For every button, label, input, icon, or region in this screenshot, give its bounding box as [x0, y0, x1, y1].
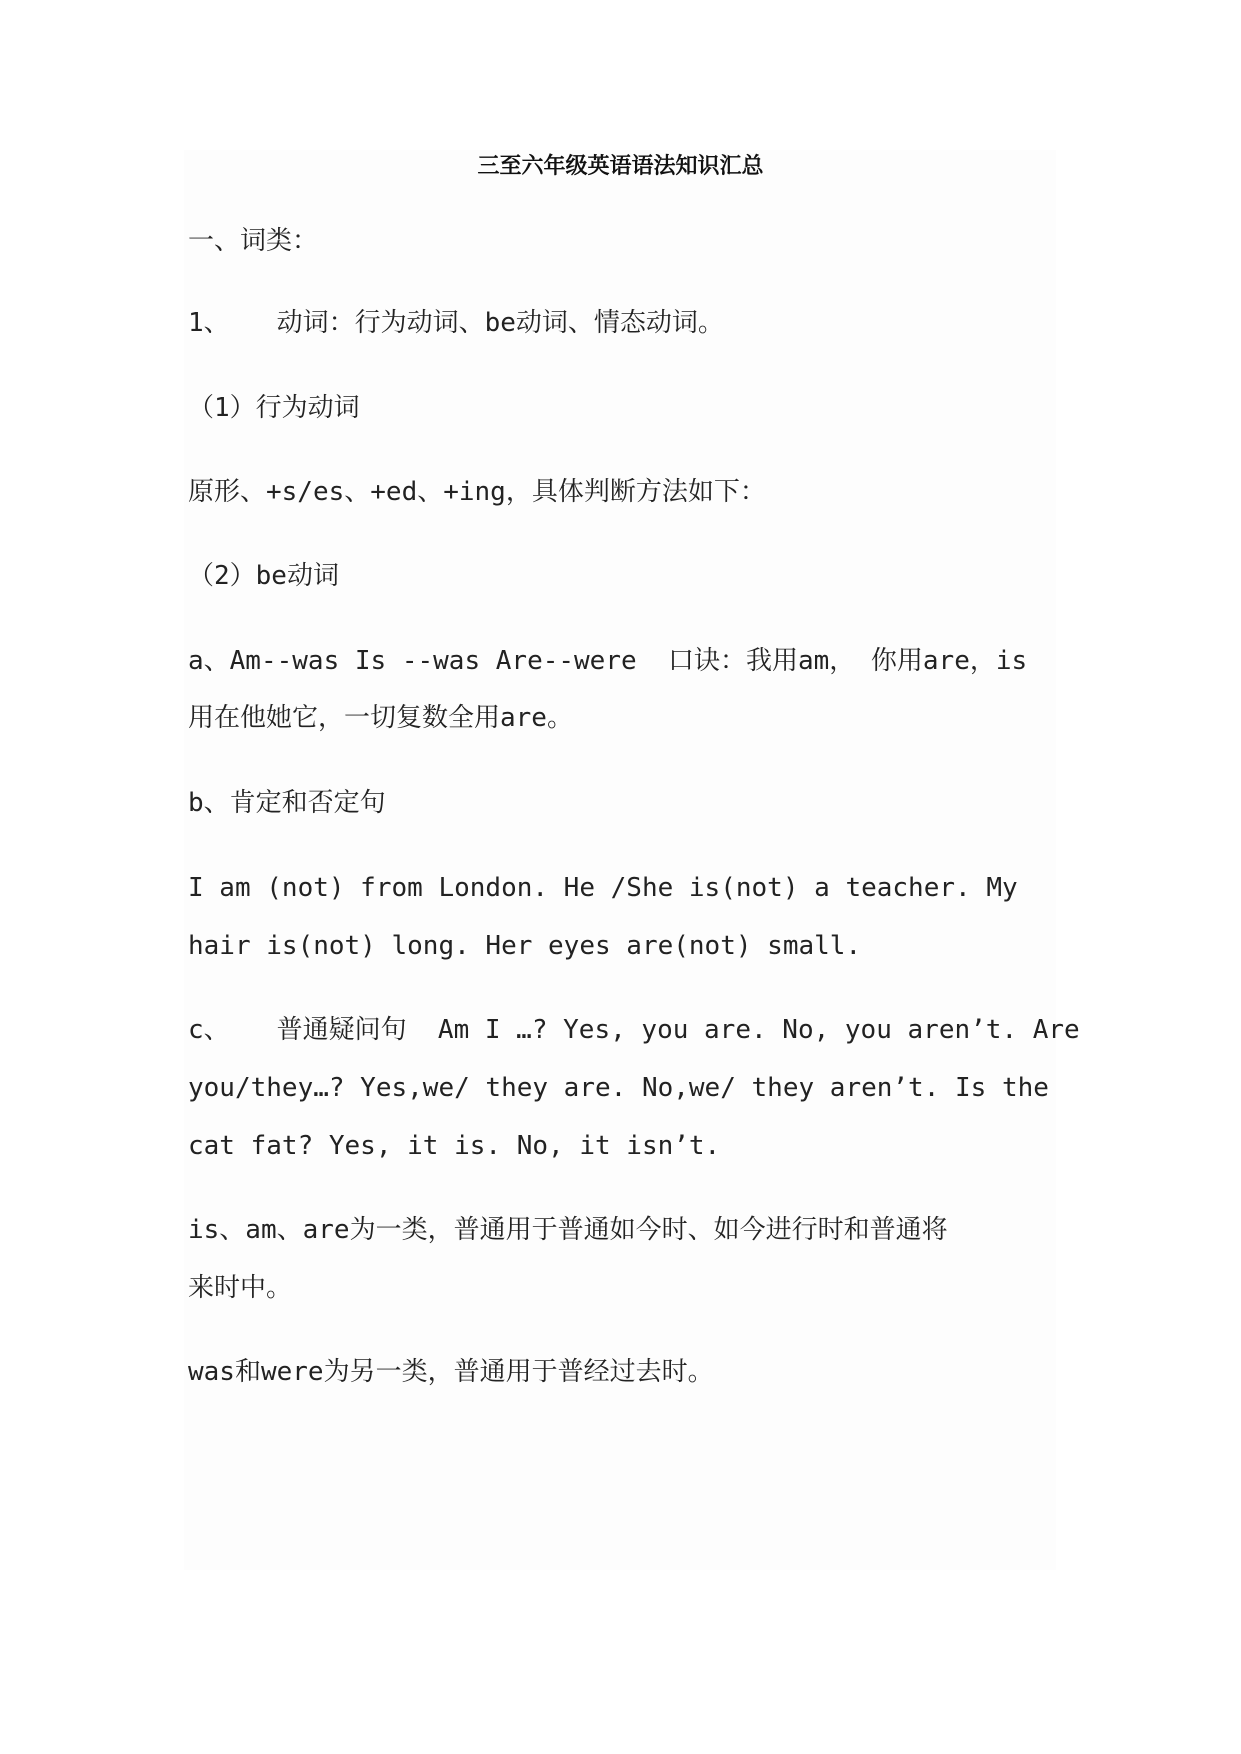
document-title: 三至六年级英语语法知识汇总 [477, 154, 764, 179]
subheading-affirmative-negative: b、肯定和否定句 [188, 788, 386, 818]
section-heading-word-classes: 一、词类： [188, 226, 319, 256]
text-be-forms-line-2: 用在他她它，一切复数全用are。 [188, 703, 573, 733]
text-present-usage-line-1: is、am、are为一类，普通用于普通如今时、如今进行时和普通将 [188, 1215, 948, 1245]
subheading-action-verbs: （1）行为动词 [188, 393, 360, 423]
example-sentence-line-1: I am (not) from London. He /She is(not) a teacher. My [188, 873, 1018, 903]
text-present-usage-line-2: 来时中。 [188, 1273, 293, 1303]
question-line-1: c、 普通疑问句 Am I …? Yes, you are. No, you aren’t. Are [188, 1015, 1080, 1045]
subheading-be-verbs: （2）be动词 [188, 561, 339, 591]
example-sentence-line-2: hair is(not) long. Her eyes are(not) small. [188, 931, 862, 961]
text-be-forms-line-1: a、Am--was Is --was Are--were 口诀：我用am， 你用are，is [188, 646, 1028, 676]
item-verbs: 1、 动词：行为动词、be动词、情态动词。 [188, 308, 724, 338]
question-line-3: cat fat? Yes, it is. No, it isn’t. [188, 1131, 721, 1161]
text-verb-forms: 原形、+s/es、+ed、+ing，具体判断方法如下： [188, 477, 766, 507]
text-past-usage: was和were为另一类，普通用于普经过去时。 [188, 1357, 714, 1387]
question-line-2: you/they…? Yes,we/ they are. No,we/ they aren’t. Is the [188, 1073, 1049, 1103]
